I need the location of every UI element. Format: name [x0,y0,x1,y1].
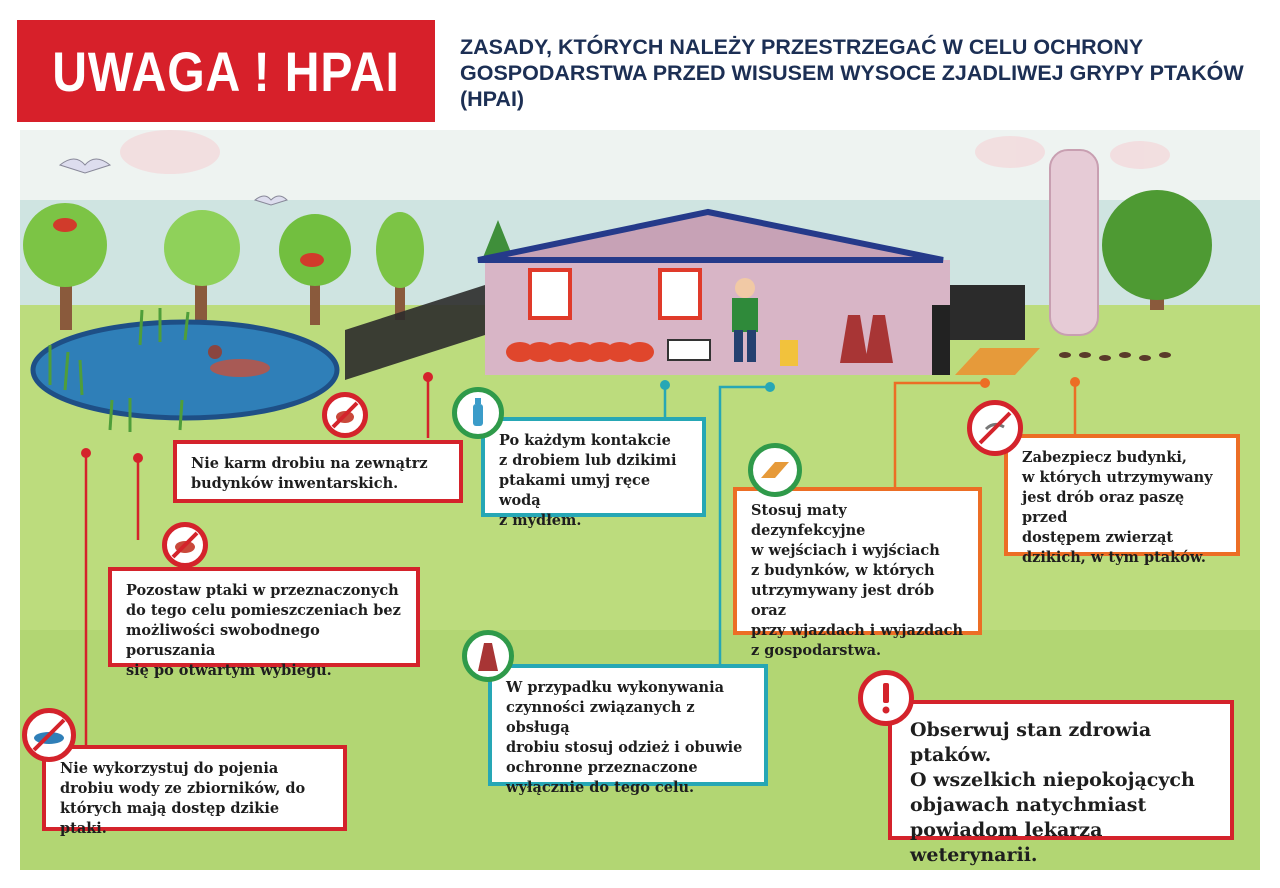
chickens [506,342,654,362]
rule-keep-indoors: Pozostaw ptaki w przeznaczonych do tego celu pomieszczeniach bez możliwości swobodnego poruszania się po otwartym wybiegu. [108,567,420,667]
disinfection-mat-icon [748,443,802,497]
rule-secure-buildings: Zabezpiecz budynki, w których utrzymywany jest drób oraz paszę przed dostępem zwierząt dzikich, w tym ptaków. [1004,434,1240,556]
rule-water-source: Nie wykorzystuj do pojenia drobiu wody ze zbiorników, do których mają dostęp dzikie ptaki. [42,745,347,831]
no-wild-animals-icon [967,400,1023,456]
soap-bottle-icon [452,387,504,439]
exclamation-icon [858,670,914,726]
no-free-range-icon [162,522,208,568]
rule-protective-clothing: W przypadku wykonywania czynności związanych z obsługą drobiu stosuj odzież i obuwie ochronne przeznaczone wyłącznie do tego celu. [488,664,768,786]
rule-feed-outside: Nie karm drobiu na zewnątrz budynków inwentarskich. [173,440,463,503]
silo [1050,150,1098,335]
no-pond-water-icon [22,708,76,762]
warning-banner [17,20,435,122]
rule-wash-hands: Po każdym kontakcie z drobiem lub dzikimi ptakami umyj ręce wodą z mydłem. [481,417,706,517]
rule-disinfection-mats: Stosuj maty dezynfekcyjne w wejściach i wyjściach z budynków, w których utrzymywany jest drób oraz przy wjazdach i wyjazdach z gospodarstwa. [733,487,982,635]
boots [780,340,798,366]
poster-headline: ZASADY, KTÓRYCH NALEŻY PRZESTRZEGAĆ W CELU OCHRONY GOSPODARSTWA PRZED WISUSEM WYSOCE ZJADLIWEJ GRYPY PTAKÓW (HPAI) [460,35,1244,111]
feed-trough [668,340,710,360]
rule-observe-health: Obserwuj stan zdrowia ptaków. O wszelkich niepokojących objawach natychmiast powiadom lekarza weterynarii. [888,700,1234,840]
apron-icon [462,630,514,682]
banner-title: UWAGA ! HPAI [52,39,400,103]
no-feeding-icon [322,392,368,438]
